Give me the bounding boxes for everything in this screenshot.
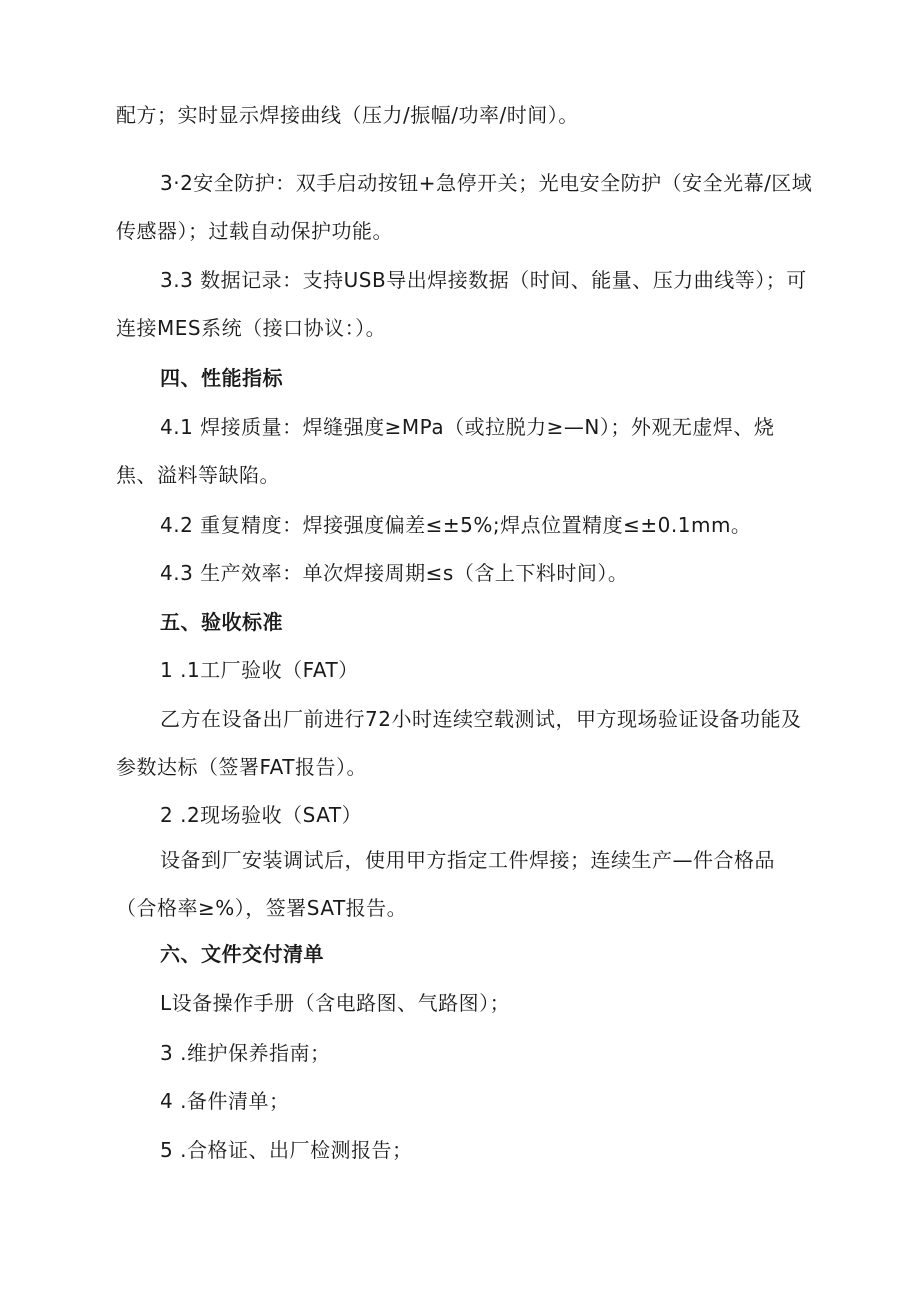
paragraph-line: 参数达标（签署FAT报告）。 xyxy=(116,755,368,779)
section-heading: 五、验收标准 xyxy=(160,610,283,634)
paragraph-line: 传感器）；过载自动保护功能。 xyxy=(116,219,393,243)
list-item: 3 .维护保养指南； xyxy=(160,1041,331,1065)
list-item: 4 .备件清单； xyxy=(160,1089,290,1113)
paragraph-line: 配方；实时显示焊接曲线（压力/振幅/功率/时间）。 xyxy=(116,103,579,127)
list-item: L设备操作手册（含电路图、气路图）； xyxy=(160,991,511,1015)
paragraph-line: 设备到厂安装调试后，使用甲方指定工件焊接；连续生产—件合格品 xyxy=(160,848,775,872)
paragraph-line: （合格率≥%），签署SAT报告。 xyxy=(116,896,408,920)
paragraph-line: 4.1 焊接质量：焊缝强度≥MPa（或拉脱力≥—N）；外观无虚焊、烧 xyxy=(160,415,775,439)
paragraph-line: 4.3 生产效率：单次焊接周期≤s（含上下料时间）。 xyxy=(160,561,629,585)
paragraph-line: 焦、溢料等缺陷。 xyxy=(116,463,280,487)
subsection-heading: 2 .2现场验收（SAT） xyxy=(160,803,363,827)
paragraph-line: 乙方在设备出厂前进行72小时连续空载测试，甲方现场验证设备功能及 xyxy=(160,707,802,731)
paragraph-line: 连接MES系统（接口协议：）。 xyxy=(116,316,387,340)
paragraph-line: 3.3 数据记录：支持USB导出焊接数据（时间、能量、压力曲线等）；可 xyxy=(160,268,807,292)
subsection-heading: 1 .1工厂验收（FAT） xyxy=(160,658,359,682)
list-item: 5 .合格证、出厂检测报告； xyxy=(160,1138,413,1162)
section-heading: 四、性能指标 xyxy=(160,366,283,390)
paragraph-line: 3·2安全防护：双手启动按钮+急停开关；光电安全防护（安全光幕/区域 xyxy=(160,171,813,195)
section-heading: 六、文件交付清单 xyxy=(160,942,324,966)
paragraph-line: 4.2 重复精度：焊接强度偏差≤±5%;焊点位置精度≤±0.1mm。 xyxy=(160,513,752,537)
